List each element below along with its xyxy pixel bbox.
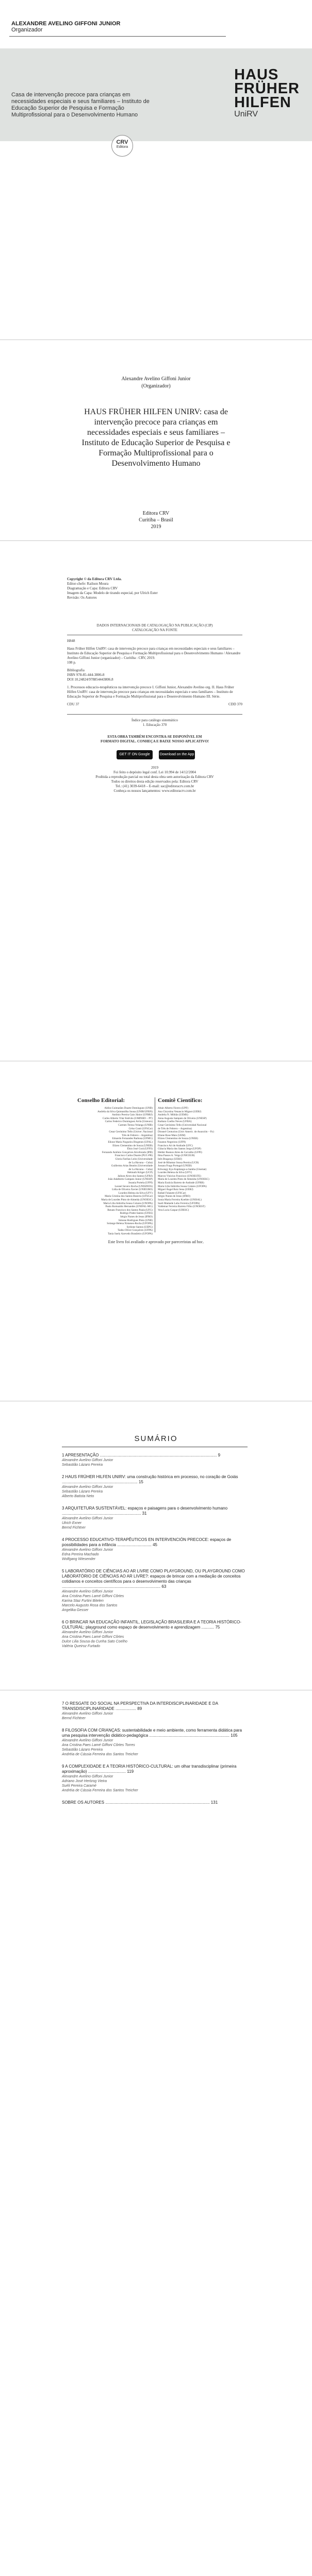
editorial-board-member: Carmen Tereza Velanga (UNIR) xyxy=(118,1123,153,1127)
imprint-city: Curitiba – Brasil xyxy=(139,517,173,523)
title-page-imprint xyxy=(0,510,312,530)
toc-entry-title[interactable]: 2 HAUS FRÜHER HILFEN UNIRV: uma construção histórica em processo, no coração de Goiás .................................................................. 15 xyxy=(62,1475,238,1484)
scientific-committee-member: Maria de Lourdes Pinto de Almeida (UNOESC) xyxy=(158,1178,209,1181)
toc-entry-author: Ana Cristina Paes Lamé Giffoni Côrtes xyxy=(62,1635,124,1639)
cip-title: DADOS INTERNACIONAIS DE CATALOGAÇÃO NA PUBLICAÇÃO (CIP) xyxy=(96,623,213,628)
editorial-board-member: Tadeu Oliver Gonçalves (UFPA) xyxy=(118,1229,153,1232)
cover-rule xyxy=(9,36,226,37)
editorial-board-member: Helmuth Krüger (UCP) xyxy=(127,1171,153,1175)
toc-part-2 xyxy=(62,1701,248,1812)
scientific-committee-member: Eliane Rose Maio (UEM) xyxy=(158,1133,186,1137)
scientific-committee-member: Vera Lucia Gaspar (UDESC) xyxy=(158,1208,189,1212)
editorial-board-member: Rodrigo Pratte-Santos (UFES) xyxy=(120,1212,153,1215)
editorial-board-member: Fernando Antônio Gonçalves Alcoforado (IPB) xyxy=(102,1150,153,1154)
editorial-board-member: Leonel Severo Rocha (UNISINOS) xyxy=(114,1184,153,1188)
scientific-committee-member: Diosnel Centurion (Univ Americ. de Asunción – Py) xyxy=(158,1130,214,1134)
scientific-committee-member: Inês Bragança (UERJ) xyxy=(158,1157,182,1161)
scientific-committee-member: Valdemar Ferreira Barreto Filho (UNOEST) xyxy=(158,1205,205,1209)
toc-entry-author: Alexandre Avelino Giffoni Junior xyxy=(62,1548,113,1552)
toc-gap xyxy=(62,1805,248,1812)
toc-entry-author: Alexandre Avelino Giffoni Junior xyxy=(62,1739,113,1742)
editorial-board-member: Elione Maria Nogueira Diogenes (UFAL) xyxy=(108,1140,153,1144)
editorial-board-member: Solange Helena Ximenes-Rocha (UFOPA) xyxy=(107,1222,153,1226)
toc-entry-author: Marcelo Augusto Rosa dos Santos xyxy=(62,1604,118,1607)
scientific-committee-member: Anna Augusta Sampaio de Oliveira (UNESP) xyxy=(158,1116,207,1120)
scientific-committee-member: Sonia Maria Ferreira Koehler (UNISAL) xyxy=(158,1198,202,1202)
editorial-board-member: de La Havana – Cuba) xyxy=(128,1167,153,1171)
scientific-committee-member: Barbara Coelho Neves (UFBA) xyxy=(158,1120,192,1124)
scientific-committee-member: José de Ribamar Sousa Pereira (UCB) xyxy=(158,1161,199,1164)
toc-gap xyxy=(62,1467,248,1475)
cip-subtitle: CATALOGAÇÃO NA FONTE xyxy=(132,628,177,632)
toc-gap xyxy=(62,1562,248,1569)
copyright-page xyxy=(0,541,312,1061)
toc-entry-author: Dulce Lilia Sousa da Cunha Sato Coelho xyxy=(62,1640,127,1643)
digital-available: ESTA OBRA TAMBÉM ENCONTRA-SE DISPONÍVEL EM FORMATO DIGITAL. CONHEÇA E BAIXE NOSSO APLICATIVO! xyxy=(101,735,209,743)
scientific-committee-member: Maria Eurácia Barreto de Andrade (UFRB) xyxy=(158,1181,204,1185)
editorial-board-member: Maria Lília Imbiriba Sousa Colares (UNOPA) xyxy=(103,1201,153,1205)
scientific-committee-member: Marcos Vinicius Francisco (UNOESTE) xyxy=(158,1174,201,1178)
isbn-digital: DOI 10.24824/978854443806.8 xyxy=(67,677,113,682)
editorial-board-member: Carlos Federico Dominguez Avila (Unieuro) xyxy=(105,1120,153,1124)
councils-page xyxy=(0,1061,312,1401)
summary-title: SUMÁRIO xyxy=(134,1434,178,1443)
credit-line: Copyright © da Editora CRV Ltda. xyxy=(67,577,122,581)
credit-line: Diagramação e Capa: Editora CRV xyxy=(67,586,118,590)
scientific-committee-member: Andréia N. Militão (UEMS) xyxy=(158,1113,188,1117)
toc-entry-author: Suéli Pereira Caramé xyxy=(62,1784,96,1788)
legal-notes xyxy=(67,766,242,793)
logo-sub: UniRV xyxy=(234,110,258,118)
cover-title: Casa de intervenção precoce para crianças em necessidades especiais e seus familiares – Instituto de Educação Superior de Pesquisa e Formação Multiprofissional para o Desenvolvimento Humano xyxy=(11,92,150,118)
cip-subjects: 1. Processos educacio-terapêuticos na intervenção precoce I. Giffoni Junior, Alexandre Avelino org. II. Haus Früher Hilfen UniRV: casa de intervenção precoce para crianças em necessidades especiais e seus familiares – Instituto de Educação Superior de Pesquisa e Formação Multiprofissional para o Desenvolvimento Humano III. Série. xyxy=(67,685,234,699)
scientific-committee-member: Sueli Mamede Lobo Ferreira (UFOPA) xyxy=(158,1201,200,1205)
scientific-committee-member: Maria Lília Imbiriba Sousa Colares (UFOPA) xyxy=(158,1184,207,1188)
editorial-board-member: Maria Cristina dos Santos Bezerra (UFSCar) xyxy=(105,1195,153,1198)
isbn-print: ISBN 978-85-444-3806-8 xyxy=(67,673,105,677)
editorial-board-member: Sydione Santos (UEPG) xyxy=(126,1225,153,1229)
scientific-committee-member: de Três de Febrero – Argentina) xyxy=(158,1127,192,1130)
scientific-committee-list xyxy=(158,1107,292,1212)
editorial-board-member: Élsio José Corá (UFFS) xyxy=(127,1147,153,1151)
editorial-board-member: Lídia de Oliveira Xavier (UNIEURO) xyxy=(112,1188,153,1192)
editorial-board-member: Tania Suely Azevedo Brasileiro (UFOPA) xyxy=(107,1232,153,1235)
editorial-board-member: Três de Febrero – Argentina) xyxy=(122,1133,153,1137)
toc-entry-author: Alexandre Avelino Giffoni Junior xyxy=(62,1485,113,1489)
toc-gap xyxy=(62,1499,248,1506)
scientific-committee-member: Rafael Fulanete (UFSCar) xyxy=(158,1191,186,1195)
toc-gap xyxy=(62,1613,248,1620)
toc-entry-author: Andréia de Cássia Ferreira dos Santos Treicher xyxy=(62,1753,138,1756)
toc-entry-author: Ulrich Exner xyxy=(62,1521,82,1525)
editorial-board-member: Josania Portela (UFPI) xyxy=(128,1181,153,1185)
toc-entry-author: Sebastião Lázaro Pereira xyxy=(62,1490,103,1494)
scientific-committee-member: Altair Alberto Fávero (UPF) xyxy=(158,1107,188,1110)
toc-entry-author: Bernd Fichtner xyxy=(62,1526,86,1530)
editorial-board-member: Eduardo Fernandes Barbosa (UFMG) xyxy=(112,1137,153,1141)
imprint-year: 2019 xyxy=(151,524,161,530)
scientific-committee-member: Ilma Passos A. Veiga (UNICEUB) xyxy=(158,1154,195,1158)
editorial-board-member: Gloria Fariñas León (Universidade xyxy=(115,1157,153,1161)
index-entry: 1. Educação 370 xyxy=(142,723,167,727)
cip-code: H848 xyxy=(67,639,75,643)
toc-entry-author: Karina Staz Furtini Bitelen xyxy=(62,1599,104,1603)
title-page-organizer: (Organizador) xyxy=(141,383,171,389)
toc-entry-author: Alexandre Avelino Giffoni Junior xyxy=(62,1517,113,1520)
councils-footer: Este livro foi avaliado e aprovado por pareceristas ad hoc. xyxy=(108,1240,204,1244)
toc-gap xyxy=(62,1530,248,1537)
index-title: Índice para catálogo sistemático xyxy=(132,718,178,722)
publisher-badge xyxy=(111,135,133,157)
logo-line-3: HILFEN xyxy=(234,94,291,111)
editorial-board-member: Andréia da Silva Quintanilha Sousa (UNIR/UFRN) xyxy=(97,1110,153,1113)
scientific-committee-member: Cesar Gerónimo Tello (Universidad Nacional xyxy=(158,1123,207,1127)
toc-entry-author: Alexandre Avelino Giffoni Junior xyxy=(62,1590,113,1594)
logo-line-1: HAUS xyxy=(234,66,279,83)
toc-entry-author: Wolfgang Wiesender xyxy=(62,1557,95,1561)
credit-line: Editor-chefe: Railson Moura xyxy=(67,582,109,586)
legal-site: Conheça os nossos lançamentos: www.editoracrv.com.br xyxy=(113,789,196,793)
toc-entry-author: Sebastião Lázaro Pereira xyxy=(62,1463,103,1467)
legal-contact: Tel.: (41) 3039-6418 – E-mail: sac@editoracrv.com.br xyxy=(115,784,194,788)
systematic-index xyxy=(67,718,242,727)
cip-bibliography: Bibliografia xyxy=(67,668,85,672)
toc-entry-author: Angelika Gesser xyxy=(62,1608,89,1612)
editorial-board-member: Lourdes Helena da Silva (UFV) xyxy=(118,1191,153,1195)
publisher-badge-label: CRV xyxy=(116,139,128,145)
toc-entry-author: Sebastião Lázaro Pereira xyxy=(62,1748,103,1752)
editorial-board-member: Antônio Pereira Gaio Júnior (UFRRJ) xyxy=(112,1113,153,1117)
editorial-board-member: João Adalberto Campato Junior (UNESP) xyxy=(108,1178,153,1181)
toc-entry-title[interactable]: 4 PROCESSO EDUCATIVO-TERAPÊUTICOS EN INTERVENCIÓN PRECOCE: espaços de possibilidades para a infância .............................. 45 xyxy=(62,1537,232,1547)
legal-deposit: Foi feito o depósito legal conf. Lei 10.994 de 14/12/2004 xyxy=(113,770,196,774)
editorial-board-heading: Conselho Editorial: xyxy=(77,1097,125,1104)
editorial-board-member: de La Havana – Cuba) xyxy=(128,1161,153,1164)
legal-year: 2019 xyxy=(151,766,158,770)
scientific-committee-member: Ana Chrystina Venancio Mignot (UERJ) xyxy=(158,1110,202,1113)
app-store-badge[interactable]: Download on the App Store xyxy=(159,750,195,759)
scientific-committee-member: Sérgio Nunes de Jesus (IFRO) xyxy=(158,1195,191,1198)
cover-logo xyxy=(234,68,300,119)
toc-entry-title[interactable]: 5 LABORATÓRIO DE CIÊNCIAS AO AR LIVRE COMO PLAYGROUND, OU PLAYGROUND COMO LABORATÓRIO DE CIÊNCIAS AO AR LIVRE?: espaços de brincar com a mediação de conceitos cotidianos e conceitos científicos para o desenvolvimento das crianças ...................................................................................... 63 xyxy=(62,1569,245,1589)
editorial-board-member: Aldira Guimarães Duarte Domínguez (UNB) xyxy=(104,1107,153,1110)
toc-entry-title[interactable]: 8 FILOSOFIA COM CRIANÇAS: sustentabilidade e meio ambiente, como ferramenta didática para uma pesquisa intervenção didático-pedagógica ...................................................................... 105 xyxy=(62,1728,242,1738)
toc-part-1 xyxy=(62,1453,248,1656)
cover-role: Organizador xyxy=(11,27,43,33)
legal-rights: Todos os direitos desta edição reservados pela: Editora CRV xyxy=(111,779,199,784)
toc-gap xyxy=(62,1649,248,1656)
cip-header xyxy=(67,623,242,633)
editorial-board-member: Carlos Alberto Vilar Estêvão (UMINHO – PT) xyxy=(103,1116,153,1120)
toc-entry-author: Ana Cristina Paes Lamé Giffoni Côrtes xyxy=(62,1595,124,1598)
google-play-badge[interactable]: GET IT ON Google Play xyxy=(117,750,153,759)
toc-gap xyxy=(62,1721,248,1728)
scientific-committee-heading: Comitê Científico: xyxy=(158,1097,203,1104)
cover-author: ALEXANDRE AVELINO GIFFONI JUNIOR xyxy=(11,21,121,27)
toc-entry-author: Valéria Queiroz Furtado xyxy=(62,1645,101,1648)
editorial-board-member: Simone Rodrigues Pinto (UNB) xyxy=(118,1218,153,1222)
title-page-author: Alexandre Avelino Giffoni Junior xyxy=(121,376,191,382)
cip-body: Haus Früher Hilfen UniRV: casa de intervenção precoce para crianças em necessidades especiais e seus familiares – Instituto de Educação Superior de Pesquisa e Formação Multiprofissional para o Desenvolvimento Humano / Alexandre Avelino Giffoni Junior (organizador) – Curitiba : CRV, 2019. xyxy=(67,647,241,660)
editorial-board-list xyxy=(0,1107,153,1236)
editorial-board-member: Elizeu Clementino de Souza (UNEB) xyxy=(112,1144,153,1147)
toc-entry-author: Adriano José Hertzog Vieira xyxy=(62,1780,107,1783)
cover-page xyxy=(0,0,312,340)
logo-line-2: FRÜHER xyxy=(234,80,300,97)
cip-pages: 108 p. xyxy=(67,660,76,665)
credit-line: Revisão: Os Autores xyxy=(67,596,97,600)
scientific-committee-member: Gláucia Maria dos Santos Jorge (UFOP) xyxy=(158,1147,201,1151)
legal-prohibited: Proibida a reprodução parcial ou total desta obra sem autorização da Editora CRV xyxy=(95,775,214,779)
editorial-board-member: Celso Conti (UFSCar) xyxy=(128,1127,153,1130)
toc-entry-author: Edna Pereira Machado xyxy=(62,1553,99,1556)
editorial-board-member: Maria de Lourdes Pinto de Almeida (UNOESC) xyxy=(101,1198,153,1202)
scientific-committee-member: Elizeu Clementino de Souza (UNEB) xyxy=(158,1137,198,1141)
toc-entry-title[interactable]: 6 O BRINCAR NA EDUCAÇÃO INFANTIL, LEGISLAÇÃO BRASILEIRA E A TEORIA HISTÓRICO-CULTURAL: playground como espaço de desenvolvimento e aprendizagem ........... 75 xyxy=(62,1620,241,1630)
editorial-board-member: Sérgio Nunes de Jesus (IFRO) xyxy=(120,1215,153,1218)
scientific-committee-member: Kilwangy Kya Kapitango-a-Samba (Unemat) xyxy=(158,1167,207,1171)
editorial-board-member: Guillermo Arias Beatón (Universidade xyxy=(111,1164,153,1168)
imprint-publisher: Editora CRV xyxy=(142,511,170,516)
toc-entry-title[interactable]: SOBRE OS AUTORES ........................................................................................... 131 xyxy=(62,1800,218,1805)
editorial-board-member: Francisco Carlos Duarte (PUC-PR) xyxy=(114,1154,153,1158)
credit-line: Imagem da Capa: Modelo de tirando especial, por Ulrich Ester xyxy=(67,591,158,595)
toc-entry-title[interactable]: 1 APRESENTAÇÃO ...................................................................................................... 9 xyxy=(62,1453,221,1458)
scientific-committee-member: Míguel Ángel Ruiz Sena (UERJ) xyxy=(158,1188,193,1192)
toc-entry-title[interactable]: 7 O RESGATE DO SOCIAL NA PERSPECTIVA DA INTERDISCIPLINARIDADE E DA TRANSDISCIPLINARIDADE .................. 89 xyxy=(62,1701,218,1711)
toc-entry-title[interactable]: 9 A COMPLEXIDADE E A TEORIA HISTÓRICO-CULTURAL: um olhar transdisciplinar (primeira aproximação) ................................. 119 xyxy=(62,1764,237,1774)
scientific-committee-member: Lourdes Helena da Silva (UFV) xyxy=(158,1171,192,1175)
toc-gap xyxy=(62,1793,248,1800)
editorial-board-member: Renato Francisco dos Santos Paula (UFG) xyxy=(107,1208,153,1212)
title-page xyxy=(0,340,312,541)
cdu-code: CDU 37 xyxy=(67,702,79,706)
toc-entry-author: Ana Cristina Paes Lamé Giffoni Côrtes Torres xyxy=(62,1743,135,1747)
toc-entry-author: Alexandre Avelino Giffoni Junior xyxy=(62,1712,113,1716)
credits xyxy=(67,577,242,600)
cip-rule xyxy=(67,714,242,715)
cdd-code: CDD 370 xyxy=(228,702,242,706)
scientific-committee-member: Helder Buenos Aires de Carvalho (UFPI) xyxy=(158,1150,202,1154)
toc-entry-title[interactable]: 3 ARQUITETURA SUSTENTÁVEL: espaços e paisagens para o desenvolvimento humano ..................................................................... 31 xyxy=(62,1506,228,1516)
toc-entry-author: Alexandre Avelino Giffoni Junior xyxy=(62,1775,113,1778)
title-page-title: HAUS FRÜHER HILFEN UNIRV: casa de intervenção precoce para crianças em necessidades especiais e seus familiares – Instituto de Educação Superior de Pesquisa e Formação Multiprofissional para o Desenvolvimento Humano xyxy=(81,408,231,468)
toc-entry-author: Andréia de Cássia Ferreira dos Santos Treicher xyxy=(62,1789,138,1792)
editorial-board-member: Cesar Gerónimo Tello (Univer .Nacional xyxy=(109,1130,153,1134)
editorial-board-member: Paulo Romualdo Hernandes (UNIFAL-MG) xyxy=(105,1205,153,1209)
scientific-committee-member: Fauston Negreiros (UFPI) xyxy=(158,1140,186,1144)
editorial-board-member: Jailson Alves dos Santos (UFRJ) xyxy=(117,1174,153,1178)
scientific-committee-member: Jussara Fraga Portugal (UNEB) xyxy=(158,1164,192,1168)
toc-entry-author: Alberto Batista Neto xyxy=(62,1495,94,1498)
cip-record xyxy=(67,639,242,707)
classification-row xyxy=(67,702,242,707)
toc-gap xyxy=(62,1757,248,1764)
toc-entry-author: Bernd Fichtner xyxy=(62,1717,86,1720)
scientific-committee-member: Francisco Ari de Andrade (UFC) xyxy=(158,1144,193,1147)
summary-page xyxy=(0,1401,312,2576)
publisher-badge-sub: Editora xyxy=(116,145,128,149)
toc-entry-author: Alexandre Avelino Giffoni Junior xyxy=(62,1631,113,1634)
toc-entry-author: Alexandre Avelino Giffoni Junior xyxy=(62,1459,113,1462)
